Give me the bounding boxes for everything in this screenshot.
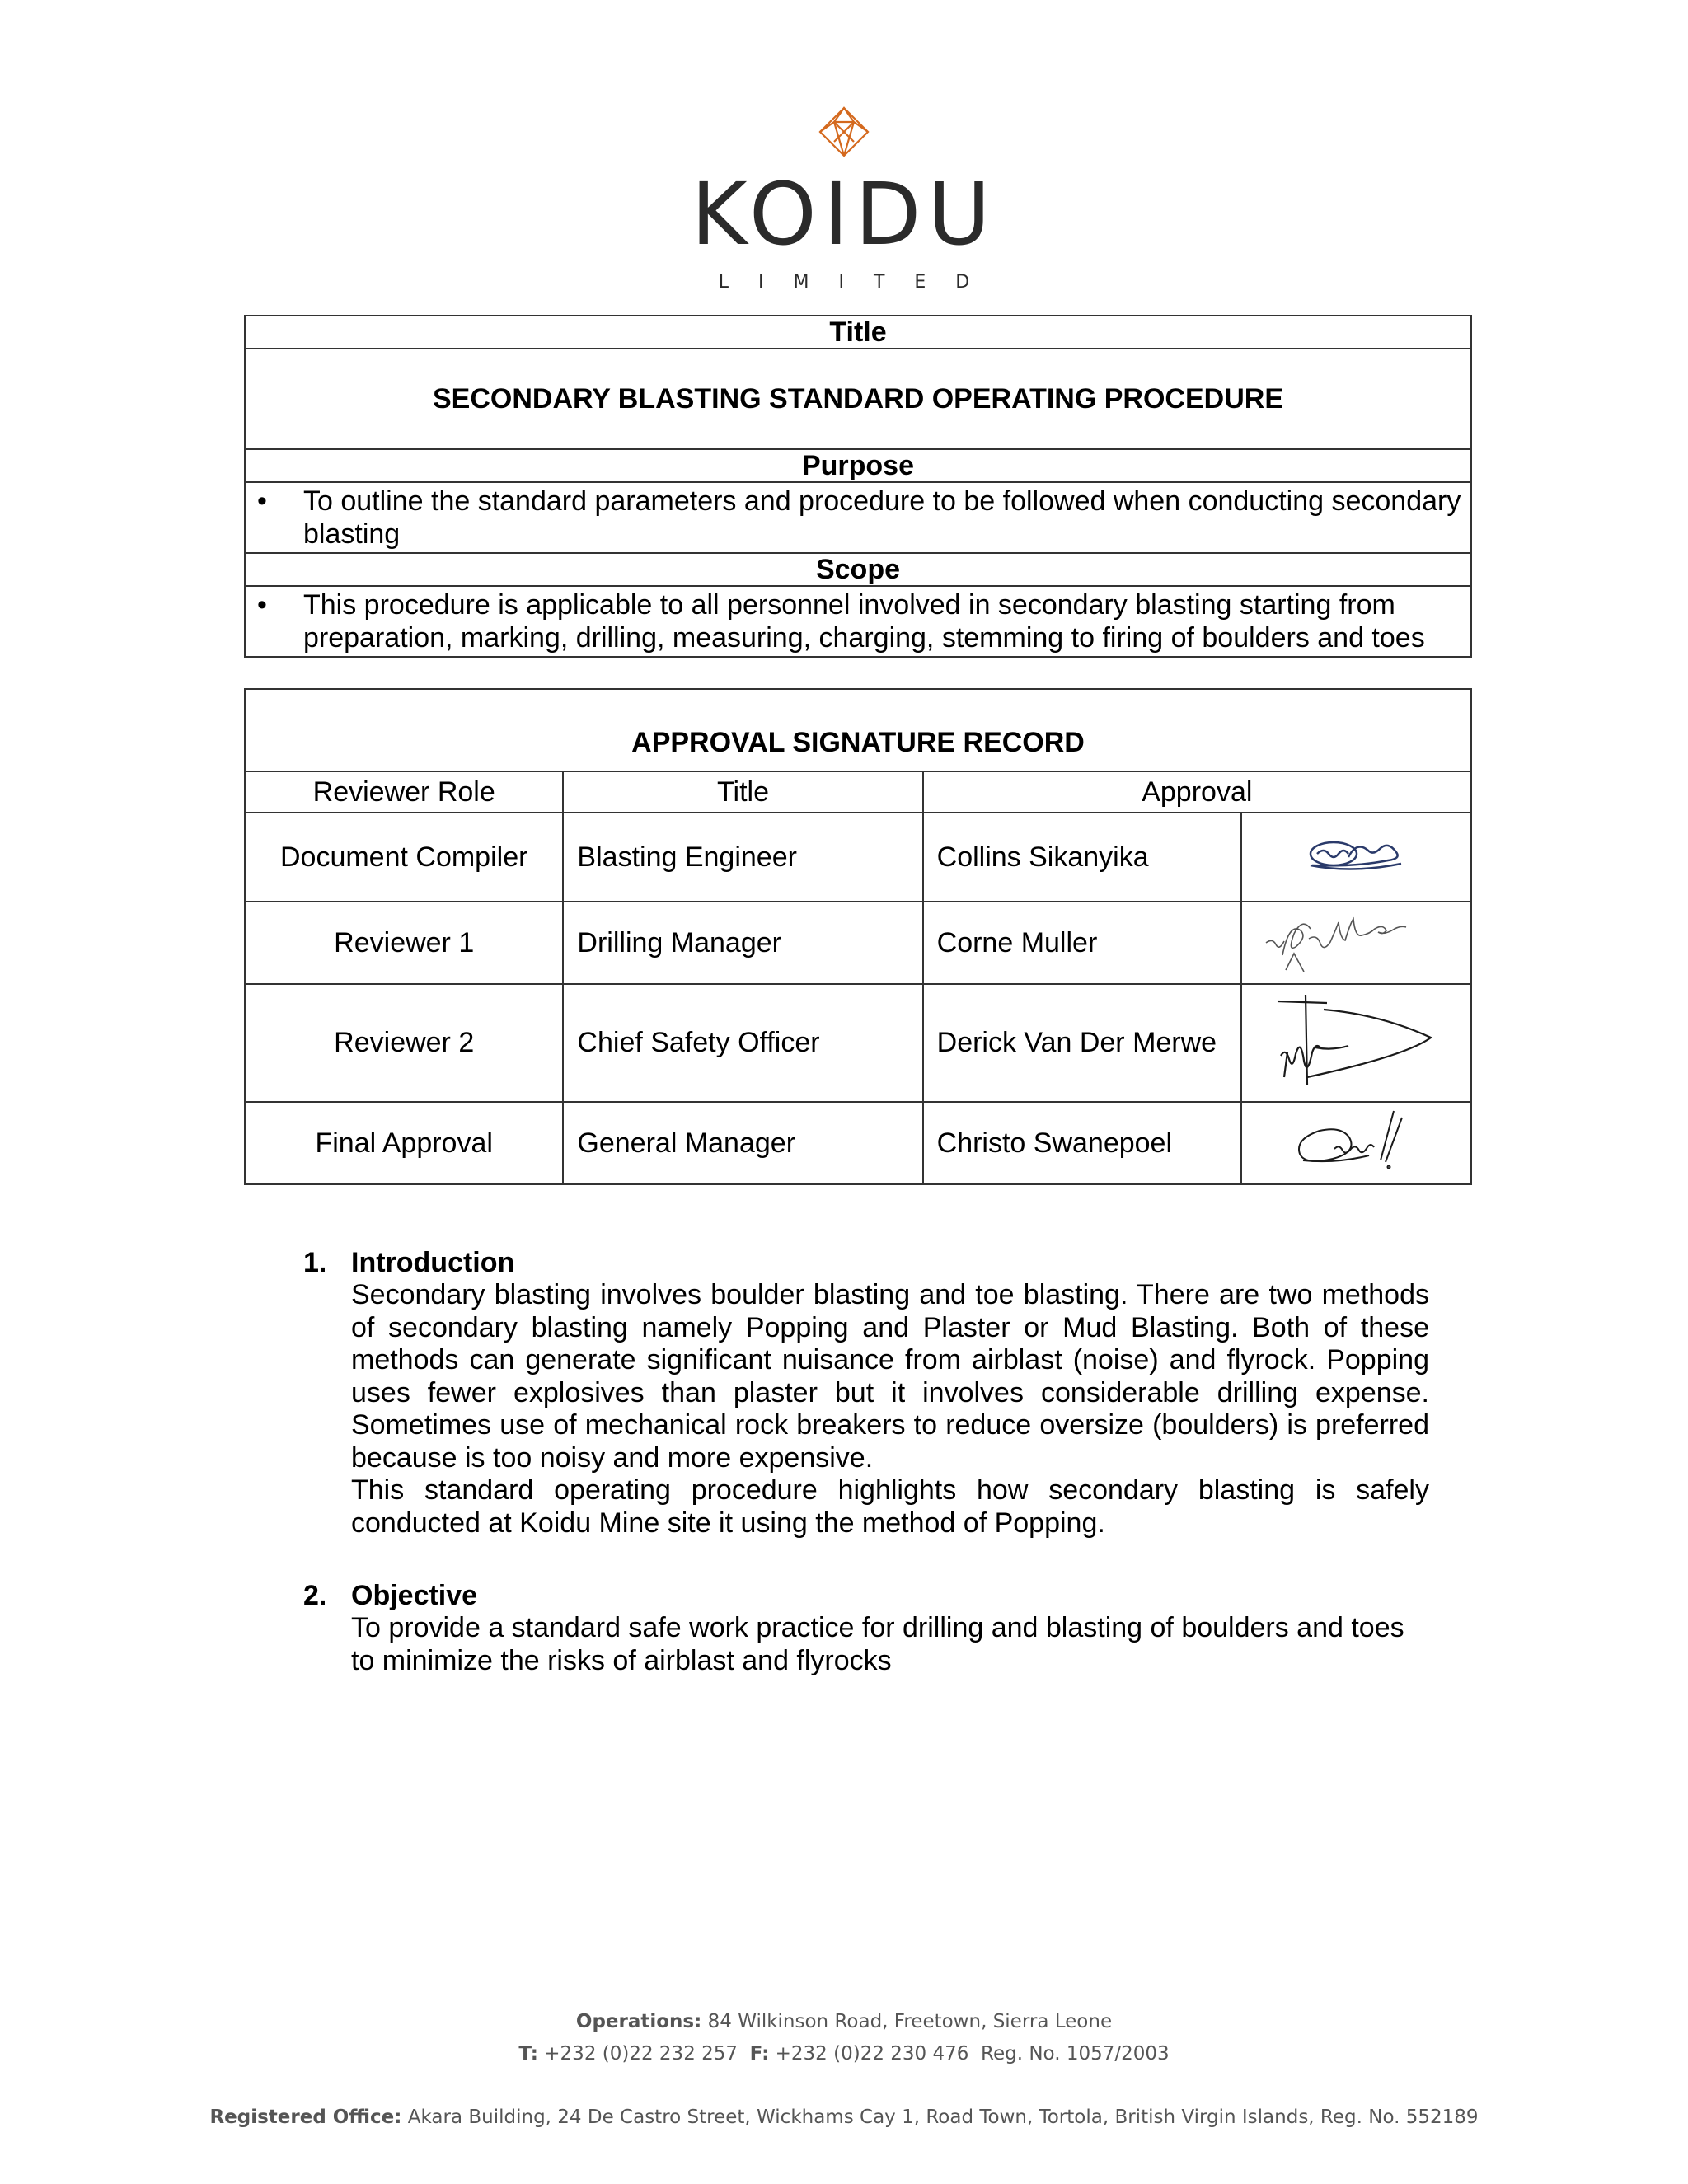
footer-reg-office-label: Registered Office: bbox=[209, 2107, 402, 2128]
footer-operations bbox=[0, 2011, 1688, 2032]
document-info-table bbox=[244, 315, 1472, 658]
section-paragraph: To provide a standard safe work practice for drilling and blasting of boulders and toes to minimize the risks of airblast and flyrocks bbox=[351, 1612, 1404, 1676]
signature-image bbox=[1287, 1106, 1427, 1180]
table-row bbox=[245, 1102, 1471, 1184]
section-paragraph: Secondary blasting involves boulder blasting and toe blasting. There are two methods of secondary blasting namely Popping and Plaster or Mud Blasting. Both of these methods can generate significant nuisance from airblast (noise) and flyrock. Popping uses fewer explosives than plaster but it involves considerable drilling expense. Sometimes use of mechanical rock breakers to reduce oversize (boulders) is preferred because is too noisy and more expensive. bbox=[351, 1279, 1429, 1474]
signature-image bbox=[1266, 990, 1447, 1097]
section-number: 1. bbox=[303, 1247, 327, 1278]
table-row bbox=[245, 902, 1471, 984]
document-title: SECONDARY BLASTING STANDARD OPERATING PROCEDURE bbox=[245, 349, 1471, 449]
bullet-icon: • bbox=[257, 589, 267, 621]
purpose-header: Purpose bbox=[245, 449, 1471, 482]
section-introduction bbox=[303, 1246, 1429, 1540]
section-number: 2. bbox=[303, 1580, 327, 1611]
scope-text: This procedure is applicable to all personnel involved in secondary blasting starting from preparation, marking, drilling, measuring, charging, stemming to firing of boulders and toes bbox=[303, 589, 1425, 654]
col-header-approval: Approval bbox=[923, 771, 1471, 813]
reviewer-role: Reviewer 2 bbox=[245, 984, 563, 1102]
scope-header: Scope bbox=[245, 553, 1471, 586]
section-heading bbox=[303, 1246, 1429, 1279]
reviewer-name: Collins Sikanyika bbox=[923, 813, 1241, 902]
logo-subtitle: LIMITED bbox=[718, 272, 1000, 293]
reviewer-name: Corne Muller bbox=[923, 902, 1241, 984]
reviewer-role: Document Compiler bbox=[245, 813, 563, 902]
reviewer-title: Chief Safety Officer bbox=[563, 984, 922, 1102]
signature-cell bbox=[1241, 984, 1471, 1102]
diamond-logo-icon bbox=[818, 105, 870, 158]
footer-phone-label: T: bbox=[518, 2043, 538, 2064]
footer-ops-label: Operations: bbox=[575, 2011, 702, 2032]
footer-fax-label: F: bbox=[749, 2043, 770, 2064]
section-paragraph: This standard operating procedure highlights how secondary blasting is safely conducted at Koidu Mine site it using the method of Popping. bbox=[351, 1474, 1429, 1539]
section-heading bbox=[303, 1579, 1429, 1612]
approval-signature-table bbox=[244, 688, 1472, 1185]
reviewer-title: Drilling Manager bbox=[563, 902, 922, 984]
signature-cell bbox=[1241, 902, 1471, 984]
reviewer-title: General Manager bbox=[563, 1102, 922, 1184]
table-row bbox=[245, 813, 1471, 902]
signature-cell bbox=[1241, 813, 1471, 902]
section-objective bbox=[303, 1579, 1429, 1677]
signature-image bbox=[1299, 832, 1414, 882]
reviewer-name: Christo Swanepoel bbox=[923, 1102, 1241, 1184]
footer-registered-office bbox=[0, 2107, 1688, 2128]
footer-reg-office: Akara Building, 24 De Castro Street, Wickhams Cay 1, Road Town, Tortola, British Virgin Islands, Reg. No. 552189 bbox=[407, 2107, 1479, 2128]
purpose-text: To outline the standard parameters and procedure to be followed when conducting secondary blasting bbox=[303, 485, 1461, 550]
section-title: Objective bbox=[351, 1580, 478, 1611]
footer-fax: +232 (0)22 230 476 bbox=[775, 2043, 969, 2064]
company-logo bbox=[0, 105, 1688, 293]
reviewer-name: Derick Van Der Merwe bbox=[923, 984, 1241, 1102]
title-header: Title bbox=[245, 316, 1471, 349]
approval-heading: APPROVAL SIGNATURE RECORD bbox=[245, 689, 1471, 771]
signature-cell bbox=[1241, 1102, 1471, 1184]
col-header-role: Reviewer Role bbox=[245, 771, 563, 813]
section-title: Introduction bbox=[351, 1247, 515, 1278]
footer-phone: +232 (0)22 232 257 bbox=[544, 2043, 738, 2064]
signature-image bbox=[1258, 906, 1456, 980]
footer-contact bbox=[0, 2043, 1688, 2064]
bullet-icon: • bbox=[257, 485, 267, 517]
reviewer-title: Blasting Engineer bbox=[563, 813, 922, 902]
purpose-cell bbox=[245, 482, 1471, 553]
logo-wordmark: KOIDU bbox=[691, 164, 997, 265]
scope-cell bbox=[245, 586, 1471, 657]
table-row bbox=[245, 984, 1471, 1102]
footer-ops-address: 84 Wilkinson Road, Freetown, Sierra Leone bbox=[707, 2011, 1113, 2032]
footer-reg: Reg. No. 1057/2003 bbox=[981, 2043, 1170, 2064]
col-header-title: Title bbox=[563, 771, 922, 813]
reviewer-role: Reviewer 1 bbox=[245, 902, 563, 984]
reviewer-role: Final Approval bbox=[245, 1102, 563, 1184]
